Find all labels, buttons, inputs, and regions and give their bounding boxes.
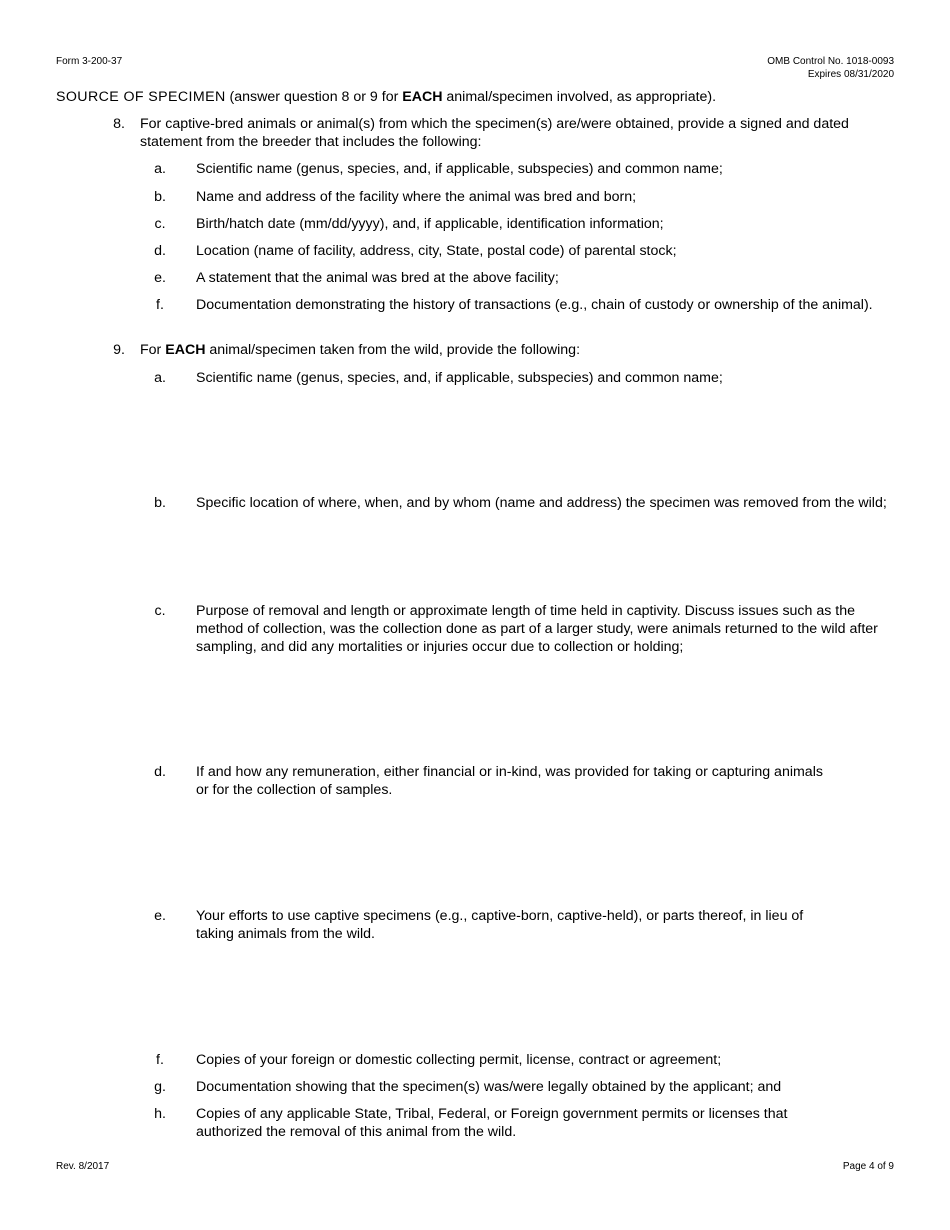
page-number: Page 4 of 9 [842, 1161, 894, 1172]
section-heading [56, 88, 716, 106]
q8-item-a-letter: a. [154, 161, 166, 177]
revision-date: Rev. 8/2017 [56, 1161, 110, 1172]
q8-item-a-text: Scientific name (genus, species, and, if applicable, subspecies) and common name; [196, 161, 723, 177]
expiration-date: Expires 08/31/2020 [807, 69, 894, 80]
q9-item-g-letter: g. [154, 1079, 166, 1095]
q9-item-d-text: If and how any remuneration, either financial or in-kind, was provided for taking or capturing animals or for the collection of samples. [196, 764, 823, 798]
section-title: SOURCE OF SPECIMEN [56, 89, 226, 105]
q8-item-d-text: Location (name of facility, address, city, State, postal code) of parental stock; [196, 243, 677, 259]
q9-item-f-letter: f. [156, 1052, 164, 1068]
q9-item-h-text: Copies of any applicable State, Tribal, Federal, or Foreign government permits or licenses that authorized the removal of this animal from the wild. [196, 1106, 788, 1140]
q9-item-e-letter: e. [154, 908, 166, 924]
q8-item-b-letter: b. [154, 189, 166, 205]
q9-item-a-letter: a. [154, 370, 166, 386]
q9-item-b-text: Specific location of where, when, and by whom (name and address) the specimen was removed from the wild; [196, 495, 887, 511]
q9-item-h-letter: h. [154, 1106, 166, 1122]
q8-item-f-text: Documentation demonstrating the history of transactions (e.g., chain of custody or ownership of the animal). [196, 297, 873, 313]
omb-control-number: OMB Control No. 1018-0093 [767, 56, 894, 67]
q9-item-c-text: Purpose of removal and length or approximate length of time held in captivity. Discuss issues such as the method of collection, was the collection done as part of a larger study, were animals returned to the wild after sampling, and did any mortalities or injuries occur due to collection or holding; [196, 603, 878, 655]
q8-item-f-letter: f. [156, 297, 164, 313]
q9-item-a-text: Scientific name (genus, species, and, if applicable, subspecies) and common name; [196, 370, 723, 386]
q9-item-f-text: Copies of your foreign or domestic collecting permit, license, contract or agreement; [196, 1052, 722, 1068]
q9-item-c-letter: c. [154, 603, 166, 619]
q8-item-e-letter: e. [154, 270, 166, 286]
q8-item-b-text: Name and address of the facility where the animal was bred and born; [196, 189, 637, 205]
q8-item-c-text: Birth/hatch date (mm/dd/yyyy), and, if applicable, identification information; [196, 216, 664, 232]
q8-item-c-letter: c. [154, 216, 166, 232]
q8-item-e-text: A statement that the animal was bred at the above facility; [196, 270, 559, 286]
q9-item-b-letter: b. [154, 495, 166, 511]
q8-item-d-letter: d. [154, 243, 166, 259]
question-9-number: 9. [113, 342, 125, 358]
q9-item-e-text: Your efforts to use captive specimens (e.g., captive-born, captive-held), or parts thereof, in lieu of taking animals from the wild. [196, 908, 804, 942]
q9-item-d-letter: d. [154, 764, 166, 780]
question-8-number: 8. [113, 116, 125, 132]
question-9-text: For EACH animal/specimen taken from the wild, provide the following: [140, 342, 581, 358]
section-instruction: (answer question 8 or 9 for EACH animal/specimen involved, as appropriate). [229, 89, 717, 105]
question-8-text: For captive-bred animals or animal(s) from which the specimen(s) are/were obtained, provide a signed and dated statement from the breeder that includes the following: [140, 116, 849, 150]
form-number: Form 3-200-37 [56, 56, 123, 67]
q9-item-g-text: Documentation showing that the specimen(s) was/were legally obtained by the applicant; and [196, 1079, 782, 1095]
